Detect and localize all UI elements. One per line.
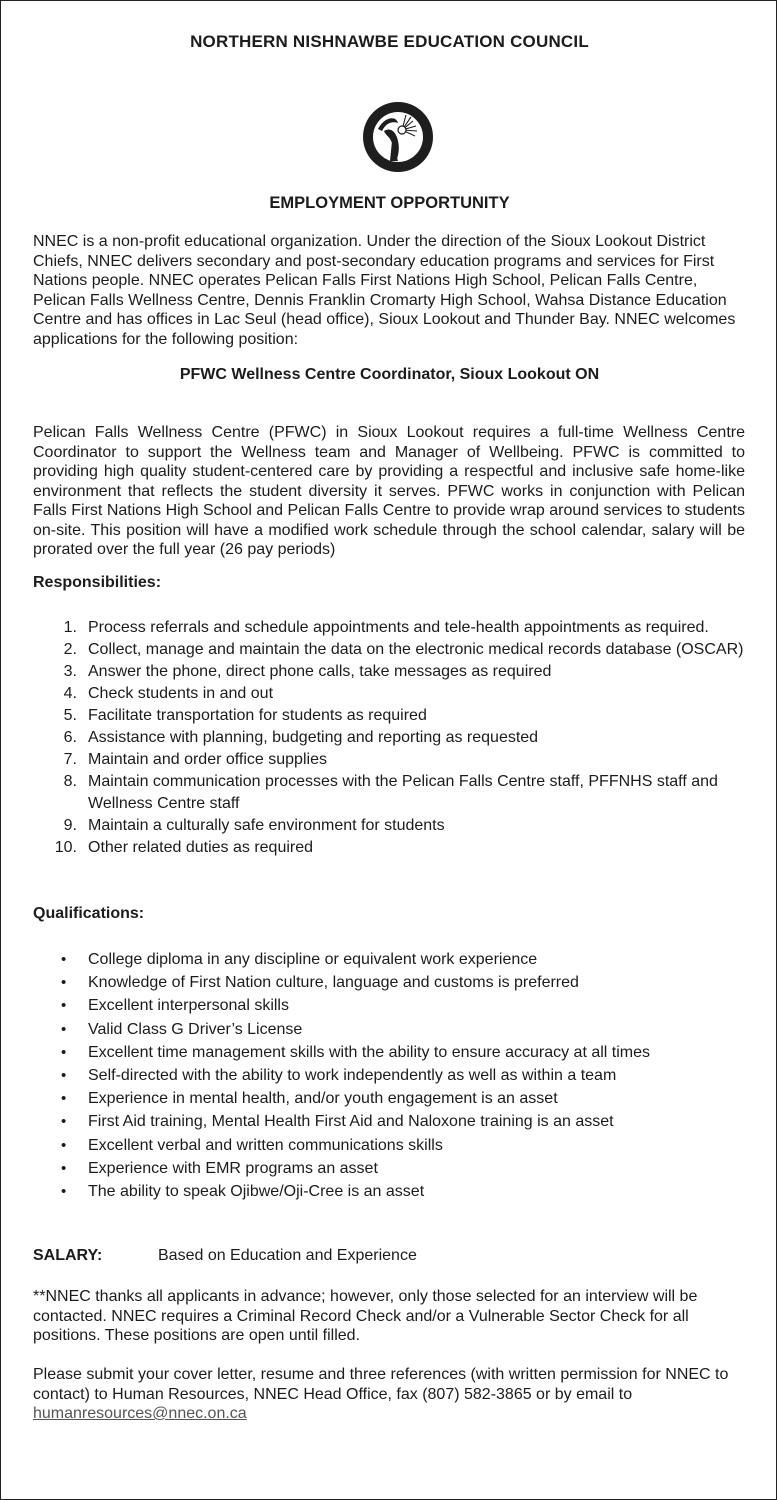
list-item [33,1157,745,1180]
qualifications-title: Qualifications: [33,905,145,922]
description-paragraph: Pelican Falls Wellness Centre (PFWC) in Sioux Lookout requires a full-time Wellness Centre Coordinator to support the Wellness team and Manager of Wellbeing. PFWC is committed to providing high quality student-centered care by providing a respectful and inclusive safe home-like environment that reflects the student diversity it serves. PFWC works in conjunction with Pelican Falls First Nations High School and Pelican Falls Centre to provide wrap around services to students on-site. This position will have a modified work schedule through the school calendar, salary will be prorated over the full year (26 pay periods) [33,424,745,558]
list-item-text: Experience with EMR programs an asset [88,1159,378,1177]
list-item [33,1064,745,1087]
salary-label: SALARY: [33,1247,103,1264]
bullet-icon: • [61,974,67,992]
list-item [33,971,745,994]
bullet-icon: • [61,1113,67,1131]
application-instructions [33,1365,745,1424]
list-item [33,749,745,771]
list-number: 6. [63,729,77,746]
bullet-icon: • [61,1043,67,1061]
list-item [33,683,745,705]
qualifications-list [33,948,745,1203]
list-item [33,1180,745,1203]
bullet-icon: • [61,1159,67,1177]
list-item-text: Valid Class G Driver’s License [88,1020,303,1038]
bullet-icon: • [61,1090,67,1108]
list-number: 7. [63,751,77,768]
list-item [33,617,745,639]
intro-paragraph: NNEC is a non-profit educational organization. Under the direction of the Sioux Lookout District Chiefs, NNEC delivers secondary and post-secondary education programs and services for First Nations people. NNEC operates Pelican Falls First Nations High School, Pelican Falls Centre, Pelican Falls Wellness Centre, Dennis Franklin Cromarty High School, Wahsa Distance Education Centre and has offices in Lac Seul (head office), Sioux Lookout and Thunder Bay. NNEC welcomes applications for the following position: [33,233,736,348]
list-item-text: Assistance with planning, budgeting and reporting as requested [88,729,539,746]
list-item-text: Experience in mental health, and/or youth engagement is an asset [88,1090,558,1108]
list-item-text: Facilitate transportation for students as required [88,707,427,724]
list-item-text: Maintain a culturally safe environment for students [88,817,445,834]
bullet-icon: • [61,1183,67,1201]
bullet-icon: • [61,1020,67,1038]
list-number: 4. [63,685,77,702]
bullet-icon: • [61,997,67,1015]
list-item-text: Other related duties as required [88,839,314,856]
list-item [33,1134,745,1157]
list-item-text: Check students in and out [88,685,274,702]
list-item [33,994,745,1017]
list-number: 1. [63,619,77,636]
list-item [33,1110,745,1133]
bullet-icon: • [61,1067,67,1085]
list-item-text: Answer the phone, direct phone calls, take messages as required [88,663,552,680]
list-item [33,661,745,683]
list-item [33,727,745,749]
responsibilities-list [33,617,745,859]
list-number: 3. [63,663,77,680]
nnec-bird-logo-icon [362,101,434,173]
list-item-text: Self-directed with the ability to work independently as well as within a team [88,1067,617,1085]
list-item-text: Maintain communication processes with the Pelican Falls Centre staff, PFFNHS staff and Wellness Centre staff [88,773,718,812]
list-item-text: Excellent interpersonal skills [88,997,289,1015]
responsibilities-title: Responsibilities: [33,574,162,591]
list-item-text: College diploma in any discipline or equivalent work experience [88,951,538,968]
list-item [33,1087,745,1110]
list-item-text: Collect, manage and maintain the data on the electronic medical records database (OSCAR) [88,641,744,658]
list-number: 5. [63,707,77,724]
list-item-text: First Aid training, Mental Health First Aid and Naloxone training is an asset [88,1113,614,1131]
list-item-text: Excellent verbal and written communications skills [88,1136,443,1154]
applicant-note: **NNEC thanks all applicants in advance; however, only those selected for an interview will be contacted. NNEC requires a Criminal Record Check and/or a Vulnerable Sector Check for all positions. These positions are open until filled. [33,1288,698,1344]
list-item [33,1041,745,1064]
list-item [33,837,745,859]
salary-value: Based on Education and Experience [158,1247,417,1264]
position-title: PFWC Wellness Centre Coordinator, Sioux Lookout ON [179,366,600,383]
list-number: 9. [63,817,77,834]
list-item-text: Knowledge of First Nation culture, language and customs is preferred [88,974,579,992]
list-item-text: Process referrals and schedule appointments and tele-health appointments as required. [88,619,709,636]
list-item [33,705,745,727]
list-item [33,1018,745,1041]
list-item-text: The ability to speak Ojibwe/Oji-Cree is an asset [88,1183,425,1201]
list-item-text: Maintain and order office supplies [88,751,327,768]
list-item [33,948,745,971]
list-number: 8. [63,773,77,790]
list-number: 2. [63,641,77,658]
organization-name: NORTHERN NISHNAWBE EDUCATION COUNCIL [190,32,589,51]
list-item-text: Excellent time management skills with the ability to ensure accuracy at all times [88,1043,651,1061]
bullet-icon: • [61,951,67,968]
email-link[interactable]: humanresources@nnec.on.ca [33,1405,247,1422]
list-item [33,639,745,661]
list-number: 10. [54,839,77,856]
bullet-icon: • [61,1136,67,1154]
apply-text: Please submit your cover letter, resume and three references (with written permission for NNEC to contact) to Human Resources, NNEC Head Office, fax (807) 582-3865 or by email to [33,1366,729,1403]
list-item [33,815,745,837]
list-item [33,771,745,815]
employment-heading: EMPLOYMENT OPPORTUNITY [269,194,510,212]
